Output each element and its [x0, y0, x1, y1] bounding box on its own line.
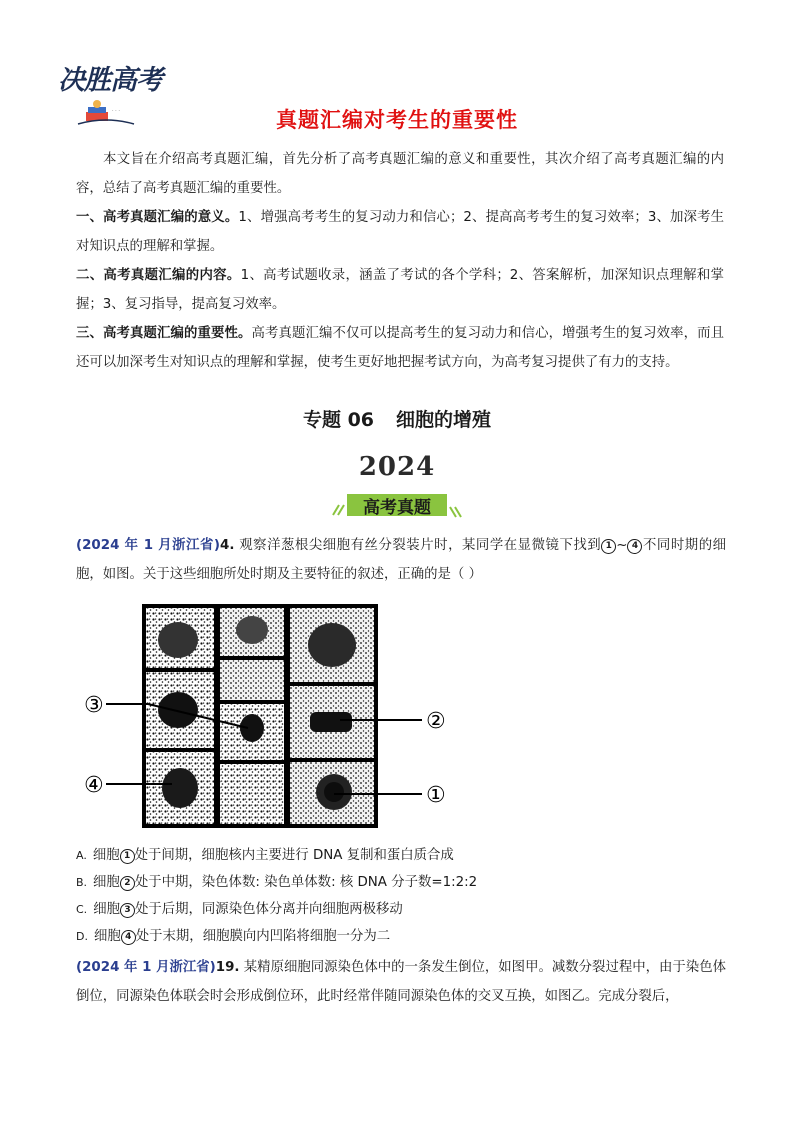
- section-heading: 三、高考真题汇编的重要性。: [76, 326, 252, 341]
- circled-number: 3: [120, 903, 135, 918]
- figure-label-1: ①: [426, 783, 446, 808]
- figure-label-2: ②: [426, 709, 446, 734]
- section-body: 高考真题汇编不仅可以提高考生的复习动力和信心，增强考生的复习效率，而且还可以加深考生对知识点的理解和掌握，使考生更好地把握考试方向，为高考复习提供了有力的支持。: [76, 326, 724, 370]
- question-text: 某精原细胞同源染色体中的一条发生倒位，如图甲。减数分裂过程中，由于染色体倒位，同源染色体联会时会形成倒位环，此时经常伴随同源染色体的交叉互换，如图乙。完成分裂后，: [76, 960, 726, 1004]
- option-text: 处于间期，细胞核内主要进行 DNA 复制和蛋白质合成: [134, 848, 454, 863]
- section-banner: [327, 491, 467, 521]
- question-source: (2024 年 1 月浙江省): [76, 960, 216, 975]
- circled-number: 1: [120, 849, 135, 864]
- logo-text: 决胜高考: [58, 65, 162, 96]
- question-text: 不同时期的细胞，如图。关于这些细胞所处时期及主要特征的叙述，正确的是（ ）: [76, 538, 727, 582]
- option-letter: A.: [76, 849, 87, 862]
- option-text: 细胞: [92, 848, 120, 863]
- question-source: (2024 年 1 月浙江省): [76, 538, 221, 553]
- option-a: [76, 845, 726, 867]
- topic-name: 细胞的增殖: [396, 409, 492, 431]
- option-text: 处于中期，染色体数: 染色单体数: 核 DNA 分子数=1:2:2: [134, 875, 478, 890]
- option-b: [76, 872, 726, 894]
- section-heading: 一、高考真题汇编的意义。: [76, 210, 239, 225]
- micrograph-figure: [80, 600, 460, 832]
- circled-number: 4: [121, 930, 136, 945]
- option-d: [76, 926, 726, 948]
- topic-heading: [0, 405, 794, 432]
- question-number: 19.: [215, 960, 240, 975]
- figure-label-4: ④: [84, 773, 104, 798]
- option-text: 细胞: [93, 929, 121, 944]
- option-letter: D.: [76, 930, 88, 943]
- banner-text: 高考真题: [363, 498, 431, 518]
- section-body: 1、高考试题收录，涵盖了考试的各个学科；2、答案解析，加深知识点理解和掌握；3、复习指导，提高复习效率。: [76, 268, 725, 312]
- section-heading: 二、高考真题汇编的内容。: [76, 268, 241, 283]
- section-importance: [76, 319, 724, 377]
- option-letter: C.: [76, 903, 88, 916]
- main-title: 真题汇编对考生的重要性: [276, 108, 518, 132]
- question-text: 观察洋葱根尖细胞有丝分裂装片时，某同学在显微镜下找到: [234, 538, 602, 553]
- figure-label-3: ③: [84, 693, 104, 718]
- section-body: 1、增强高考考生的复习动力和信心；2、提高高考考生的复习效率；3、加深考生对知识点的理解和掌握。: [76, 210, 724, 254]
- option-text: 细胞: [93, 902, 120, 917]
- range-tilde: ~: [616, 538, 628, 553]
- intro-paragraph: 本文旨在介绍高考真题汇编，首先分析了高考真题汇编的意义和重要性，其次介绍了高考真题汇编的内容，总结了高考真题汇编的重要性。: [76, 152, 724, 196]
- circled-number: 2: [120, 876, 135, 891]
- option-text: 处于后期，同源染色体分离并向细胞两极移动: [134, 902, 403, 917]
- section-content: [76, 261, 724, 319]
- option-text: 处于末期，细胞膜向内凹陷将细胞一分为二: [135, 929, 391, 944]
- topic-prefix: 专题 06: [302, 409, 375, 431]
- option-text: 细胞: [93, 875, 120, 890]
- question-19: [76, 953, 726, 1011]
- year-heading: 2024: [358, 452, 436, 482]
- question-4: [76, 531, 726, 589]
- svg-text:· · ·: · · ·: [112, 108, 120, 114]
- option-letter: B.: [76, 876, 88, 889]
- circled-number: 1: [601, 539, 616, 554]
- option-c: [76, 899, 726, 921]
- onion-root-tip-micrograph: [80, 600, 460, 832]
- question-number: 4.: [220, 538, 235, 553]
- circled-number: 4: [627, 539, 642, 554]
- section-significance: [76, 203, 724, 261]
